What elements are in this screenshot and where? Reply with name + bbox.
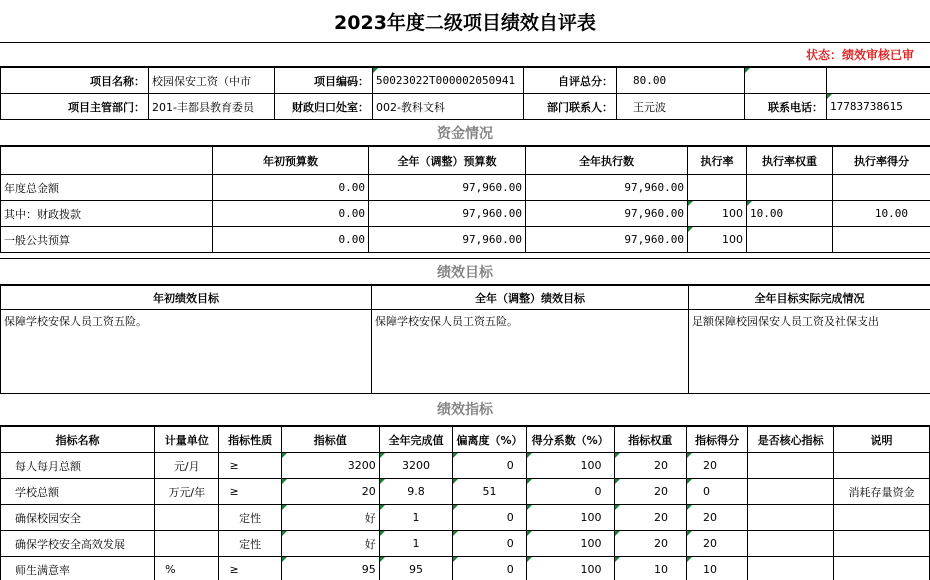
ind-coefficient[interactable]: 100 [526,557,614,580]
ind-nature[interactable]: 定性 [219,505,281,531]
funds-rate[interactable]: 100 [688,227,747,253]
department-label: 项目主管部门： [1,94,149,120]
ind-score[interactable]: 20 [686,453,747,479]
funds-row-name: 年度总金额 [1,175,213,201]
funds-initial[interactable]: 0.00 [213,201,369,227]
funds-rate[interactable]: 100 [688,201,747,227]
funds-row-name: 其中：财政拨款 [1,201,213,227]
ind-header-core: 是否核心指标 [748,427,834,453]
goal-initial-text[interactable]: 保障学校安保人员工资五险。 [1,310,372,394]
ind-core[interactable] [748,531,834,557]
ind-note[interactable] [833,453,929,479]
department-value[interactable]: 201-丰都县教育委员 [149,94,275,120]
goals-header-adjusted: 全年（调整）绩效目标 [372,286,689,310]
ind-value[interactable]: 95 [281,557,379,580]
ind-header-done: 全年完成值 [379,427,453,453]
funds-header-adjusted: 全年（调整）预算数 [369,147,526,175]
funds-adjusted[interactable]: 97,960.00 [369,175,526,201]
ind-deviation[interactable]: 0 [453,557,527,580]
ind-core[interactable] [748,505,834,531]
funds-score[interactable]: 10.00 [833,201,930,227]
self-score-label: 自评总分： [524,68,617,94]
ind-weight[interactable]: 20 [614,505,686,531]
goals-header-initial: 年初绩效目标 [1,286,372,310]
funds-rate[interactable] [688,175,747,201]
ind-done[interactable]: 9.8 [379,479,453,505]
ind-note[interactable] [833,557,929,580]
ind-coefficient[interactable]: 100 [526,453,614,479]
contact-label: 部门联系人： [524,94,617,120]
ind-name: 学校总额 [1,479,155,505]
page-title: 2023年度二级项目绩效自评表 [0,0,930,43]
ind-value[interactable]: 好 [281,531,379,557]
ind-weight[interactable]: 20 [614,479,686,505]
funds-header-executed: 全年执行数 [526,147,688,175]
funds-row [1,201,930,227]
ind-header-coefficient: 得分系数（%） [526,427,614,453]
project-info-table [0,67,930,120]
funds-executed[interactable]: 97,960.00 [526,175,688,201]
ind-weight[interactable]: 20 [614,531,686,557]
ind-note[interactable]: 消耗存量资金 [833,479,929,505]
ind-header-score: 指标得分 [686,427,747,453]
ind-nature[interactable]: ≥ [219,557,281,580]
self-score-value[interactable]: 80.00 [617,68,745,94]
ind-done[interactable]: 1 [379,531,453,557]
ind-note[interactable] [833,505,929,531]
ind-nature[interactable]: ≥ [219,453,281,479]
contact-value[interactable]: 王元波 [617,94,745,120]
ind-header-unit: 计量单位 [155,427,219,453]
section-funds: 资金情况 [0,121,930,146]
ind-score[interactable]: 0 [686,479,747,505]
funds-adjusted[interactable]: 97,960.00 [369,227,526,253]
ind-core[interactable] [748,453,834,479]
phone-label: 联系电话： [745,94,827,120]
project-name-value[interactable]: 校园保安工资（中市 [149,68,275,94]
funds-score[interactable] [833,175,930,201]
ind-nature[interactable]: 定性 [219,531,281,557]
funds-header-blank [1,147,213,175]
funds-header-initial: 年初预算数 [213,147,369,175]
funds-weight[interactable]: 10.00 [747,201,833,227]
project-code-label: 项目编码： [275,68,373,94]
ind-header-note: 说明 [833,427,929,453]
ind-value[interactable]: 好 [281,505,379,531]
indicator-row [1,479,930,505]
indicators-table [0,426,930,580]
ind-name: 确保校园安全 [1,505,155,531]
funds-adjusted[interactable]: 97,960.00 [369,201,526,227]
ind-coefficient[interactable]: 100 [526,531,614,557]
funds-executed[interactable]: 97,960.00 [526,201,688,227]
funds-header-score: 执行率得分 [833,147,930,175]
funds-header-rate: 执行率 [688,147,747,175]
funds-initial[interactable]: 0.00 [213,175,369,201]
ind-weight[interactable]: 10 [614,557,686,580]
ind-score[interactable]: 20 [686,531,747,557]
finance-office-label: 财政归口处室： [275,94,373,120]
ind-name: 确保学校安全高效发展 [1,531,155,557]
ind-unit[interactable] [155,505,219,531]
funds-executed[interactable]: 97,960.00 [526,227,688,253]
funds-weight[interactable] [747,175,833,201]
ind-name: 师生满意率 [1,557,155,580]
finance-office-value[interactable]: 002-教科文科 [373,94,524,120]
ind-name: 每人每月总额 [1,453,155,479]
funds-initial[interactable]: 0.00 [213,227,369,253]
indicator-row [1,531,930,557]
ind-header-deviation: 偏离度（%） [453,427,527,453]
ind-done[interactable]: 3200 [379,453,453,479]
empty-cell [827,68,930,94]
ind-coefficient[interactable]: 0 [526,479,614,505]
ind-done[interactable]: 95 [379,557,453,580]
ind-core[interactable] [748,557,834,580]
funds-table [0,146,930,253]
ind-score[interactable]: 20 [686,505,747,531]
ind-coefficient[interactable]: 100 [526,505,614,531]
funds-row [1,175,930,201]
indicator-row [1,557,930,580]
goal-actual-text[interactable]: 足额保障校园保安人员工资及社保支出 [689,310,930,394]
indicator-row [1,505,930,531]
ind-value[interactable]: 20 [281,479,379,505]
ind-header-name: 指标名称 [1,427,155,453]
goals-header-actual: 全年目标实际完成情况 [689,286,930,310]
indicator-row [1,453,930,479]
phone-value[interactable]: 17783738615 [827,94,930,120]
section-indicators: 绩效指标 [0,393,930,426]
status-label: 状态：绩效审核已审 [0,43,930,67]
funds-weight[interactable] [747,227,833,253]
project-code-value[interactable]: 50023022T000002050941 [373,68,524,94]
funds-row-name: 一般公共预算 [1,227,213,253]
ind-value[interactable]: 3200 [281,453,379,479]
empty-cell [745,68,827,94]
ind-deviation[interactable]: 0 [453,531,527,557]
funds-header-weight: 执行率权重 [747,147,833,175]
ind-deviation[interactable]: 0 [453,453,527,479]
ind-header-value: 指标值 [281,427,379,453]
funds-row [1,227,930,253]
ind-done[interactable]: 1 [379,505,453,531]
goals-table [0,285,930,394]
ind-header-weight: 指标权重 [614,427,686,453]
ind-unit[interactable]: % [155,557,219,580]
ind-core[interactable] [748,479,834,505]
ind-unit[interactable]: 元/月 [155,453,219,479]
ind-deviation[interactable]: 51 [453,479,527,505]
ind-deviation[interactable]: 0 [453,505,527,531]
project-name-label: 项目名称： [1,68,149,94]
ind-weight[interactable]: 20 [614,453,686,479]
ind-unit[interactable]: 万元/年 [155,479,219,505]
funds-score[interactable] [833,227,930,253]
section-goals: 绩效目标 [0,258,930,285]
ind-unit[interactable] [155,531,219,557]
ind-header-nature: 指标性质 [219,427,281,453]
goal-adjusted-text[interactable]: 保障学校安保人员工资五险。 [372,310,689,394]
ind-nature[interactable]: ≥ [219,479,281,505]
ind-score[interactable]: 10 [686,557,747,580]
ind-note[interactable] [833,531,929,557]
